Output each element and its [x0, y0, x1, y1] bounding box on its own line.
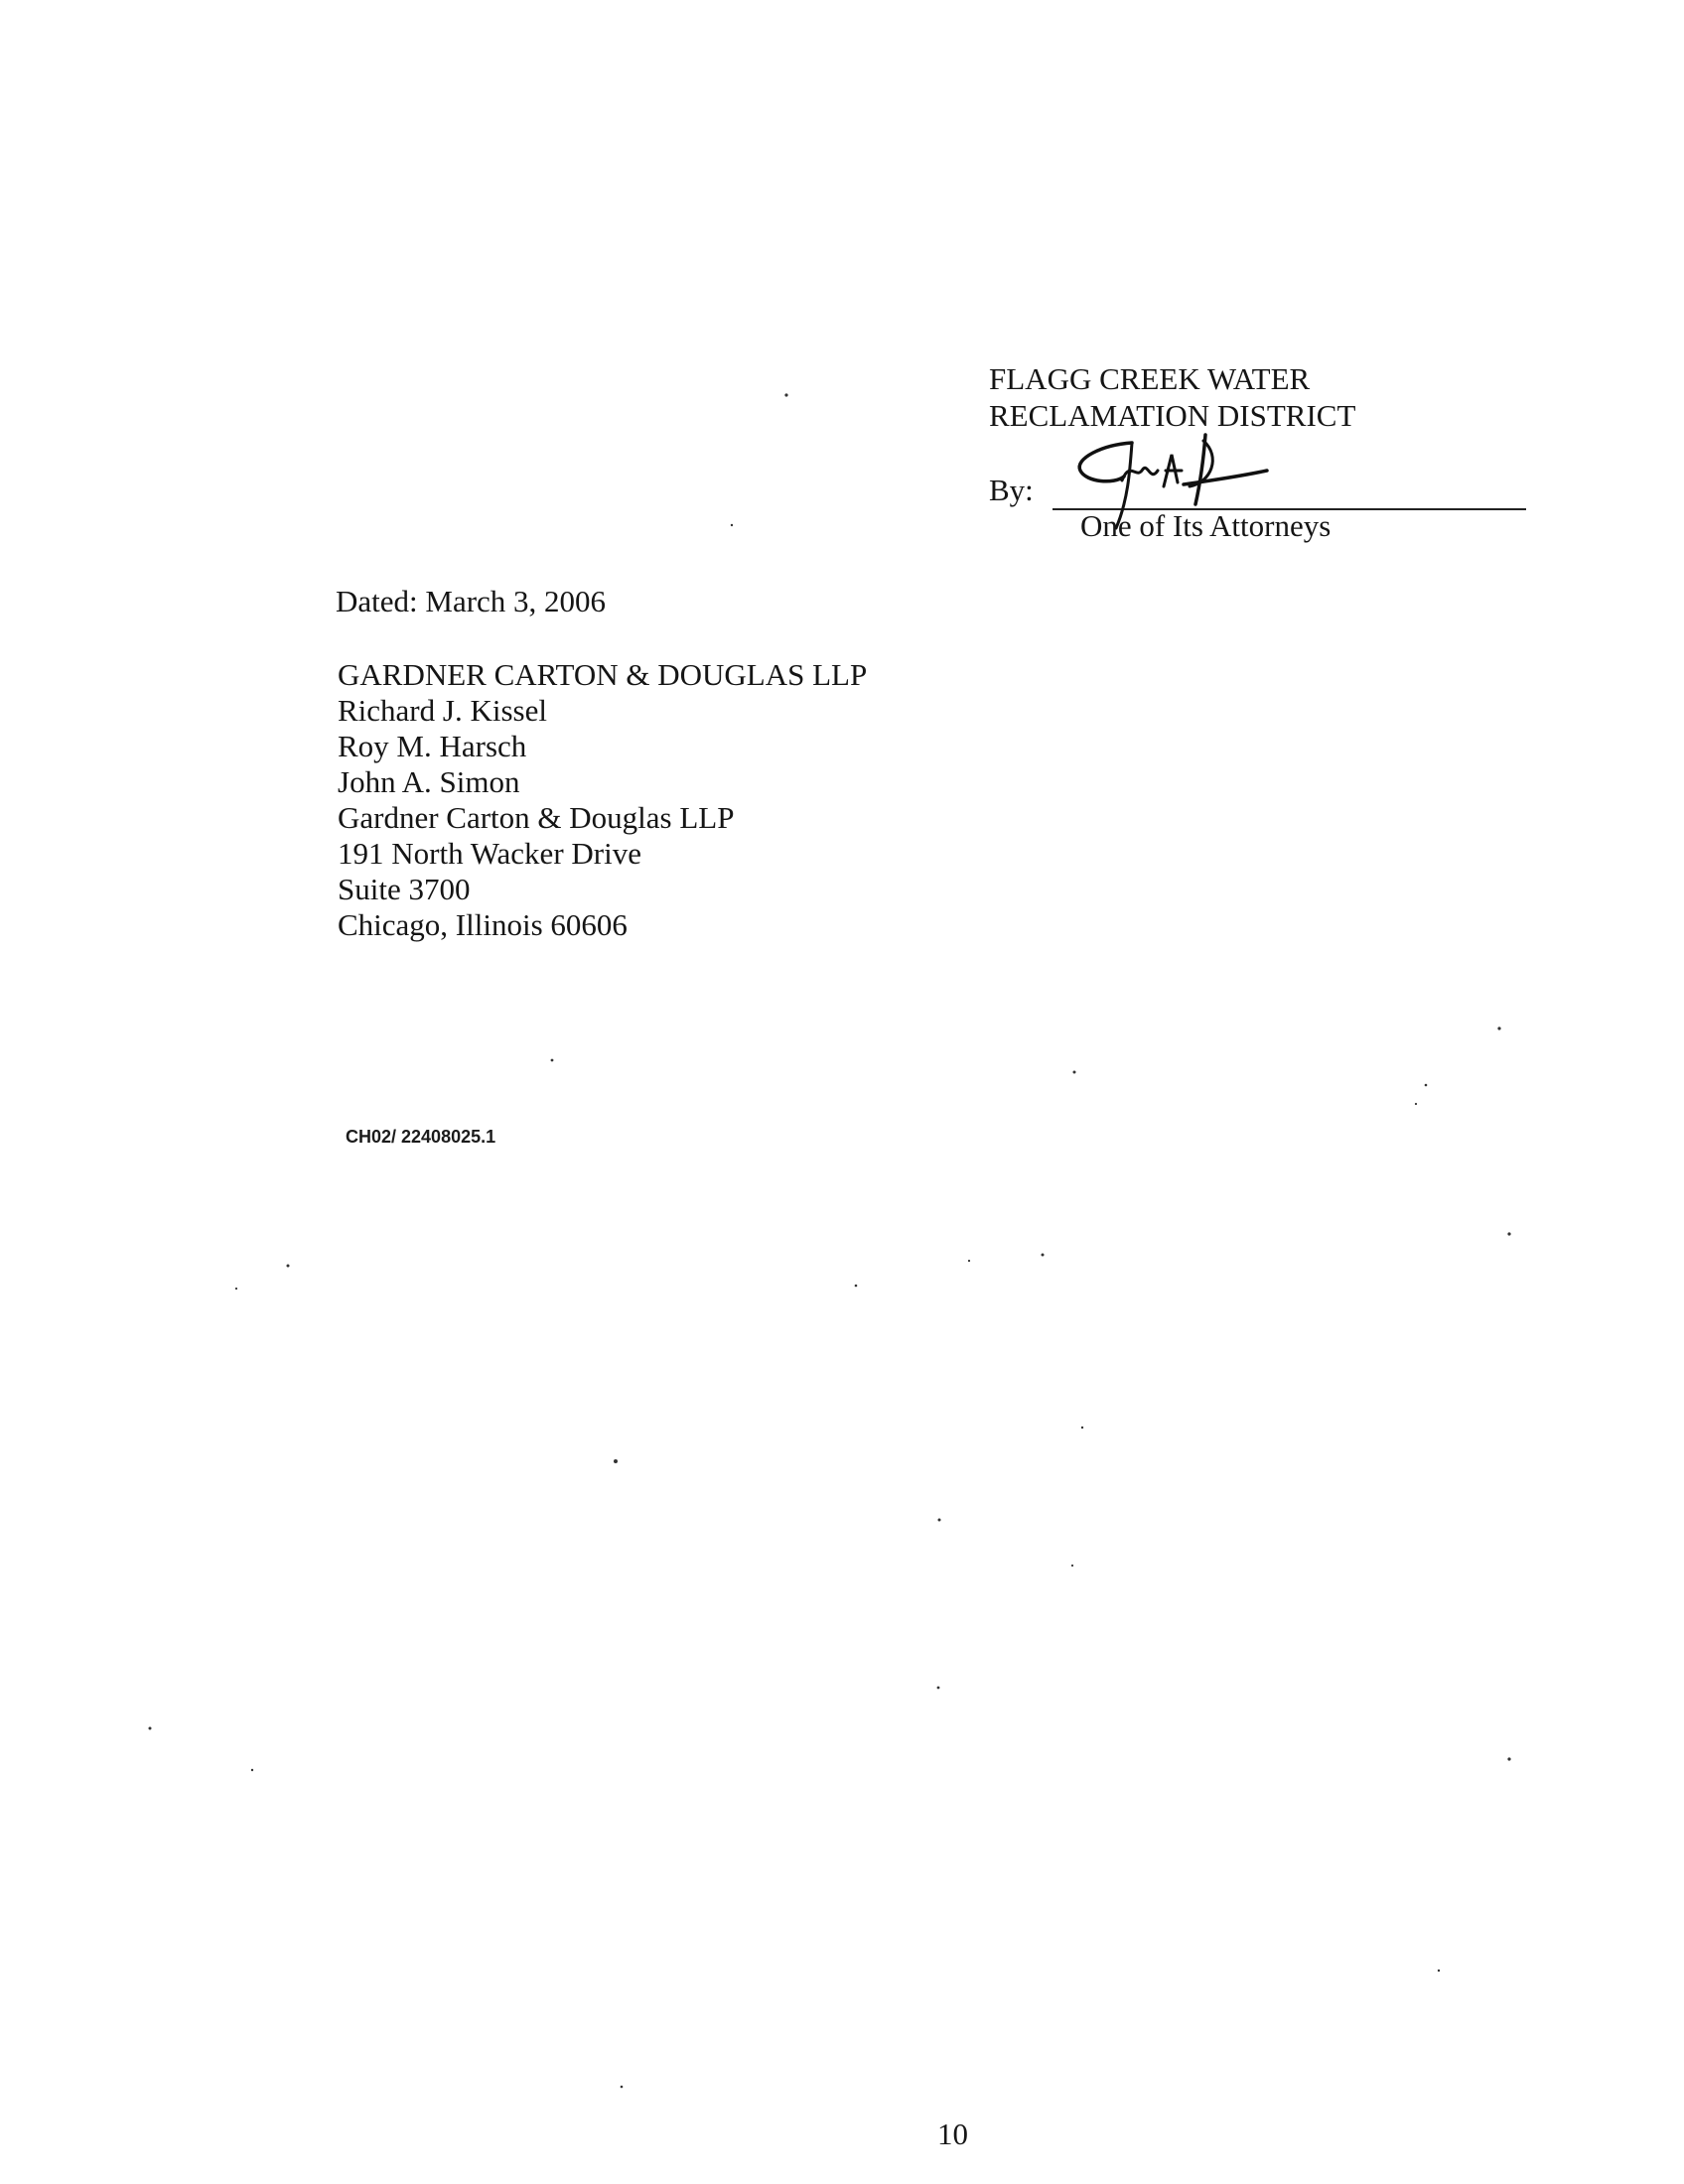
attorney-name: Roy M. Harsch — [338, 729, 527, 763]
organization-name-line-2: RECLAMATION DISTRICT — [989, 398, 1356, 433]
firm-address-block — [338, 657, 1033, 943]
organization-name-line-1: FLAGG CREEK WATER — [989, 361, 1311, 396]
signer-caption: One of Its Attorneys — [1080, 508, 1332, 543]
dated-line: Dated: March 3, 2006 — [336, 584, 607, 618]
attorney-name: John A. Simon — [338, 764, 520, 799]
attorney-name: Richard J. Kissel — [338, 693, 547, 728]
page-number: 10 — [937, 2116, 968, 2151]
signature-block — [989, 361, 1545, 550]
city-state-zip: Chicago, Illinois 60606 — [338, 907, 628, 942]
by-label: By: — [989, 473, 1034, 507]
firm-name-repeat: Gardner Carton & Douglas LLP — [338, 800, 735, 835]
document-id: CH02/ 22408025.1 — [346, 1127, 496, 1147]
firm-name: GARDNER CARTON & DOUGLAS LLP — [338, 657, 868, 692]
street-address: 191 North Wacker Drive — [338, 836, 641, 871]
suite-number: Suite 3700 — [338, 872, 471, 906]
